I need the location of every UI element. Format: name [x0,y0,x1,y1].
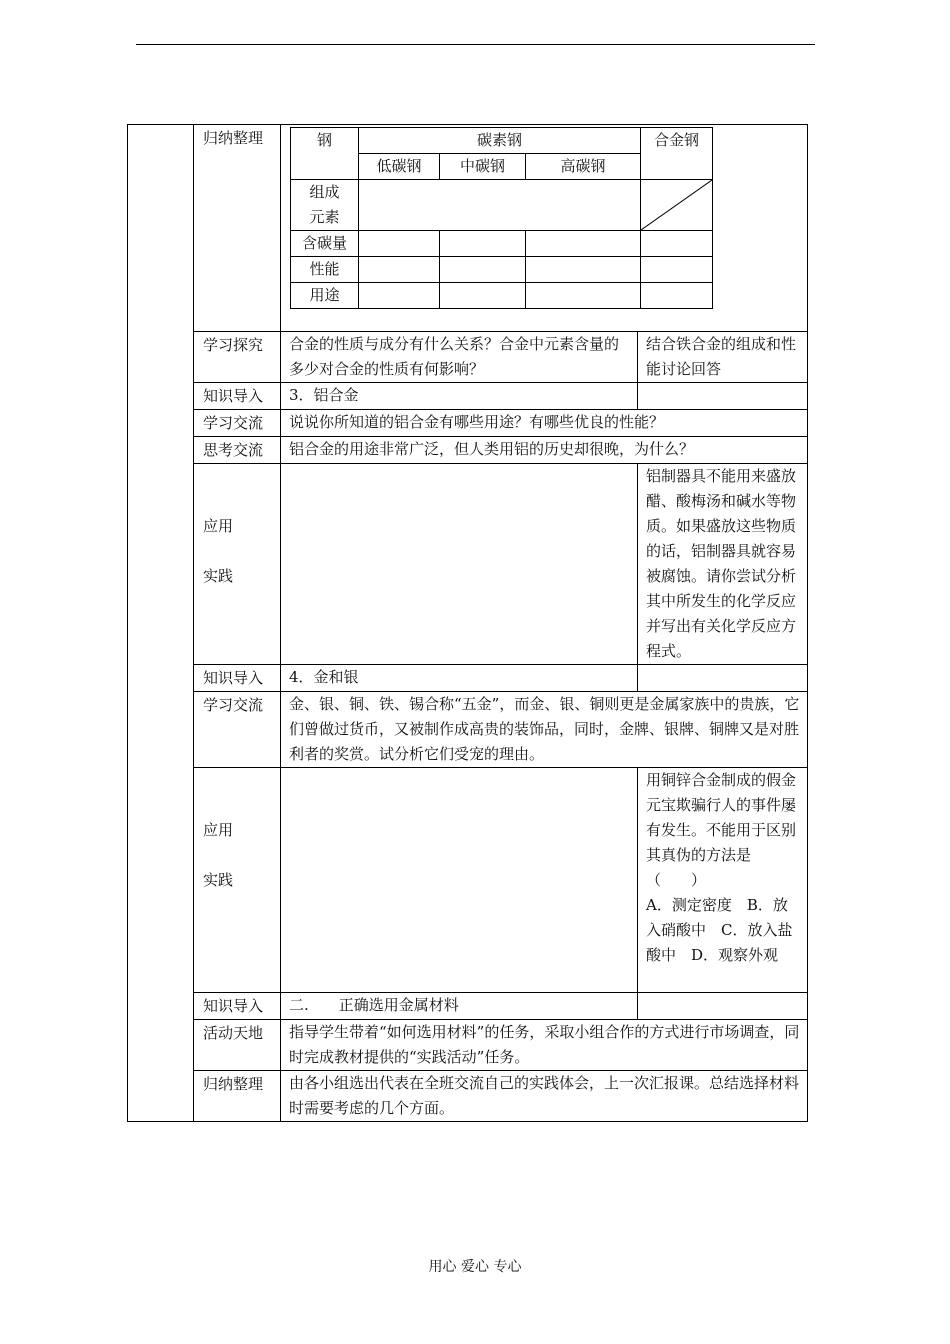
blank-cell [440,257,526,283]
row-text: 3．铝合金 [281,383,638,410]
row-label: 知识导入 [194,665,281,692]
row-composition-line2: 元素 [309,208,340,226]
header-high-carbon: 高碳钢 [526,154,641,180]
row-performance-label: 性能 [291,257,359,283]
blank-cell [359,231,440,257]
blank-cell [641,231,713,257]
row-text: 指导学生带着“如何选用材料”的任务，采取小组合作的方式进行市场调查，同时完成教材提供的“实践活动”任务。 [281,1020,808,1071]
table-row [128,692,808,768]
row-text: 合金的性质与成分有什么关系？合金中元素含量的多少对合金的性质有何影响？ [281,332,638,383]
blank-cell [359,283,440,309]
table-row [128,993,808,1020]
steel-table-cell [281,125,808,332]
row-label: 思考交流 [194,437,281,464]
lesson-table [127,124,808,1122]
header-low-carbon: 低碳钢 [359,154,440,180]
row-label-line2: 实践 [203,871,234,889]
table-row [128,1020,808,1071]
row-text: 二. 正确选用金属材料 [281,993,638,1020]
row-label: 知识导入 [194,993,281,1020]
table-row [128,768,808,993]
row-label-line2: 实践 [203,567,234,585]
question-options: A．测定密度 B．放入硝酸中 C．放入盐酸中 D．观察外观 [646,896,793,964]
steel-classification-table [290,127,713,309]
header-alloy-steel: 合金钢 [641,128,713,180]
table-row [128,665,808,692]
row-note-empty [638,993,808,1020]
question-stem: 用铜锌合金制成的假金元宝欺骗行人的事件屡有发生。不能用于区别其真伪的方法是（ ） [646,771,797,889]
blank-left-column [128,125,194,1122]
row-text: 说说你所知道的铝合金有哪些用途？有哪些优良的性能？ [281,410,808,437]
blank-cell [526,257,641,283]
row-label: 学习交流 [194,410,281,437]
row-composition-label [291,180,359,231]
row-note: 铝制器具不能用来盛放醋、酸梅汤和碱水等物质。如果盛放这些物质的话，铝制器具就容易被腐蚀。请你尝试分析其中所发生的化学反应并写出有关化学反应方程式。 [638,464,808,665]
row-text: 金、银、铜、铁、锡合称“五金”，而金、银、铜则更是金属家族中的贵族，它们曾做过货币，又被制作成高贵的装饰品，同时，金牌、银牌、铜牌又是对胜利者的奖赏。试分析它们受宠的理由。 [281,692,808,768]
header-mid-carbon: 中碳钢 [440,154,526,180]
table-row [128,464,808,665]
table-row [128,1071,808,1122]
row-composition-line1: 组成 [309,183,340,201]
table-row [128,437,808,464]
row-carbon-content-label: 含碳量 [291,231,359,257]
row-label: 学习交流 [194,692,281,768]
blank-cell [440,283,526,309]
row-text: 4．金和银 [281,665,638,692]
table-row [128,125,808,332]
row-label-line1: 应用 [203,821,234,839]
row-text: 铝合金的用途非常广泛，但人类用铝的历史却很晚，为什么？ [281,437,808,464]
blank-cell [526,283,641,309]
row-label: 归纳整理 [194,125,281,332]
row-label: 知识导入 [194,383,281,410]
header-steel: 钢 [291,128,359,180]
composition-blank [359,180,641,231]
row-text-empty [281,768,638,993]
row-label [194,768,281,993]
table-row [128,410,808,437]
row-label-line1: 应用 [203,517,234,535]
diagonal-line [641,180,712,230]
row-label [194,464,281,665]
row-text-empty [281,464,638,665]
row-label: 归纳整理 [194,1071,281,1122]
blank-cell [641,257,713,283]
row-label: 活动天地 [194,1020,281,1071]
row-note-empty [638,383,808,410]
row-note [638,768,808,993]
table-row [128,383,808,410]
blank-cell [526,231,641,257]
row-text: 由各小组选出代表在全班交流自己的实践体会，上一次汇报课。总结选择材料时需要考虑的几个方面。 [281,1071,808,1122]
blank-cell [359,257,440,283]
blank-cell [641,283,713,309]
row-note-empty [638,665,808,692]
header-rule [136,44,815,45]
header-carbon-steel: 碳素钢 [359,128,641,154]
blank-cell [440,231,526,257]
page-footer: 用心 爱心 专心 [428,1259,522,1275]
row-label: 学习探究 [194,332,281,383]
row-note: 结合铁合金的组成和性能讨论回答 [638,332,808,383]
row-usage-label: 用途 [291,283,359,309]
diagonal-cell [641,180,713,231]
table-row [128,332,808,383]
